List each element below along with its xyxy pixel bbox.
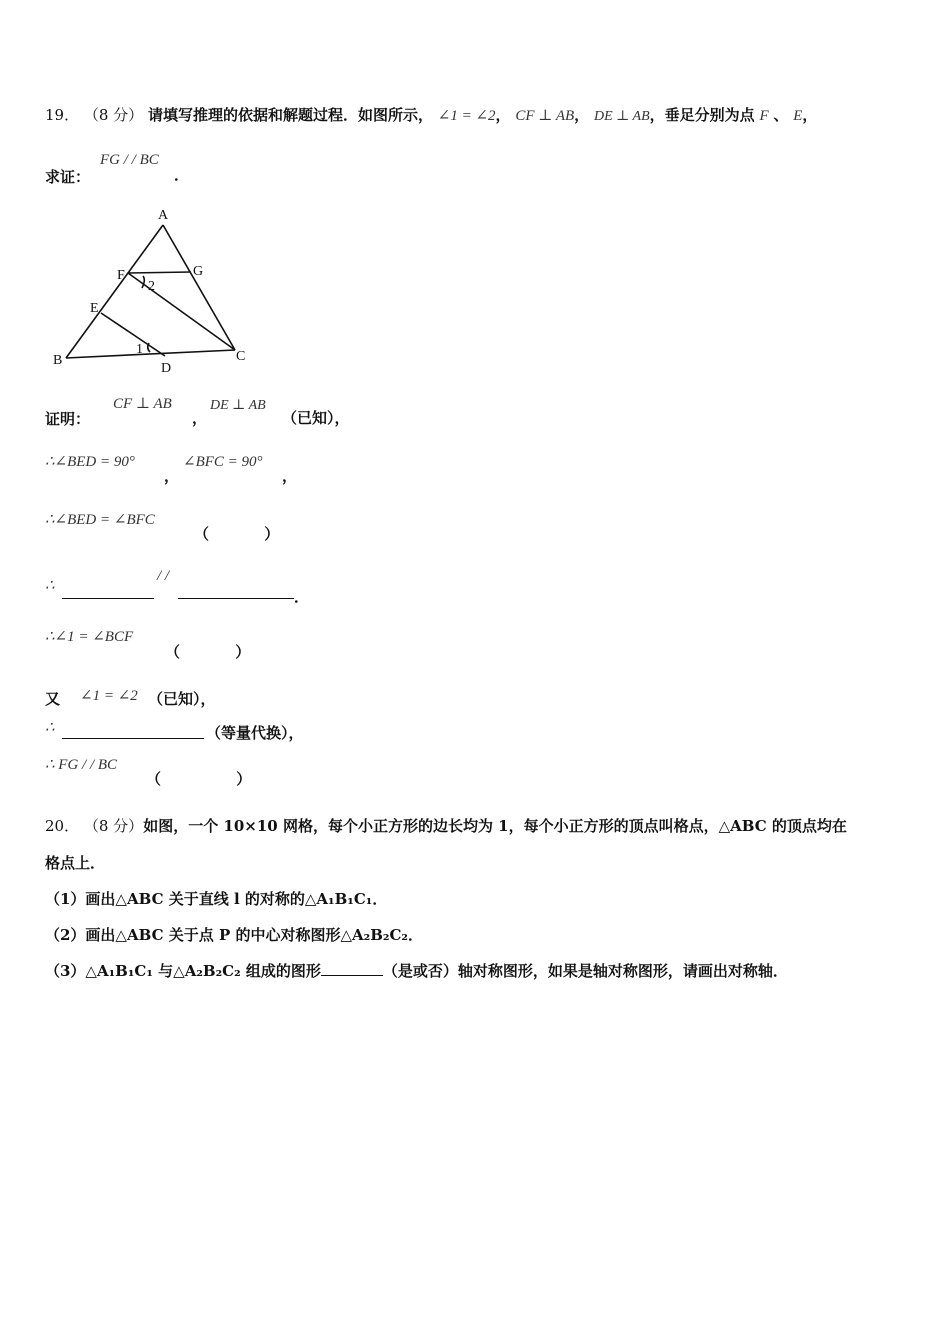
q20-part1: （1）画出△ABC 关于直线 l 的对称的△A₁B₁C₁． xyxy=(45,890,388,908)
proof-line5-expr: ∴∠1 = ∠BCF xyxy=(45,629,134,645)
label-d: D xyxy=(161,361,172,376)
prove-expression: FG / / BC xyxy=(100,152,159,168)
q20-part3-end: （是或否）轴对称图形，如果是轴对称图形，请画出对称轴． xyxy=(382,962,788,980)
label-2: 2 xyxy=(148,279,155,294)
proof-line3-expr: ∴∠BED = ∠BFC xyxy=(45,512,155,528)
angle-1-arc xyxy=(148,343,150,352)
q19-given-de: DE ⊥ AB xyxy=(593,109,650,124)
proof-line8-expr: ∴ FG / / BC xyxy=(45,757,118,773)
label-a: A xyxy=(158,208,169,223)
q20-line1 xyxy=(45,815,847,836)
label-b: B xyxy=(53,353,63,368)
comma: ， xyxy=(164,467,180,485)
proof-line1-cf: CF ⊥ AB xyxy=(113,396,172,412)
q19-point-f: F xyxy=(759,108,769,124)
q20-text-line2: 格点上． xyxy=(45,854,106,872)
proof-line8-reason-blank: （ ） xyxy=(146,770,252,788)
comma: ， xyxy=(574,106,590,124)
segment-ed xyxy=(101,313,165,356)
proof-line4-therefore: ∴ xyxy=(45,578,55,594)
proof-line4-period: ． xyxy=(294,588,310,606)
q19-given-angles: ∠1 = ∠2 xyxy=(437,108,496,124)
comma: ， xyxy=(495,106,511,124)
proof-line5-reason-blank: （ ） xyxy=(165,643,251,661)
side-bc xyxy=(66,350,235,358)
proof-line2-bfc: ∠BFC = 90° xyxy=(183,454,263,470)
comma: ， xyxy=(192,409,208,427)
proof-line1-reason: （已知）， xyxy=(282,409,350,427)
label-f: F xyxy=(117,268,125,283)
q19-score: （8 分） xyxy=(83,106,144,124)
comma: ， xyxy=(802,106,818,124)
q19-number: 19． xyxy=(45,106,80,124)
q20-score: （8 分） xyxy=(83,817,144,835)
q20-part3-blank xyxy=(321,961,383,976)
proof-line2-bed: ∴∠BED = 90° xyxy=(45,454,135,470)
angle-2-arc xyxy=(142,276,144,288)
q20-part2: （2）画出△ABC 关于点 P 的中心对称图形△A₂B₂C₂． xyxy=(45,926,423,944)
proof-line4-blank-right xyxy=(178,584,294,603)
proof-line4-blank-left xyxy=(62,584,154,603)
comma: ， xyxy=(282,467,298,485)
proof-line7-therefore: ∴ xyxy=(45,720,55,736)
proof-label: 证明： xyxy=(45,410,91,428)
q19-given-cf: CF ⊥ AB xyxy=(515,108,575,124)
proof-line4-parallel: / / xyxy=(157,568,170,584)
label-1: 1 xyxy=(136,342,143,357)
proof-line7-reason: （等量代换）， xyxy=(206,724,304,742)
proof-line1-de: DE ⊥ AB xyxy=(210,398,266,413)
label-g: G xyxy=(193,264,204,279)
q19-intro: 请填写推理的依据和解题过程．如图所示， xyxy=(147,106,433,124)
q20-text-line1: 如图，一个 10×10 网格，每个小正方形的边长均为 1，每个小正方形的顶点叫格点，△ABC 的顶点均在 xyxy=(143,817,847,835)
prove-period: ． xyxy=(174,166,190,184)
proof-line6-prefix: 又 xyxy=(45,690,61,708)
q19-tail: ，垂足分别为点 xyxy=(649,106,755,124)
side-ac xyxy=(163,225,235,350)
triangle-figure xyxy=(45,200,255,380)
proof-line6-reason: （已知）， xyxy=(148,690,216,708)
q19-point-e: E xyxy=(793,108,803,124)
proof-line6-expr: ∠1 = ∠2 xyxy=(80,688,138,704)
proof-line3-reason-blank: （ ） xyxy=(194,525,280,543)
q20-number: 20． xyxy=(45,817,80,835)
proof-line7-blank xyxy=(62,724,204,743)
segment-fg xyxy=(128,272,191,273)
separator: 、 xyxy=(773,106,789,124)
label-e: E xyxy=(90,301,99,316)
q20-part3-start: （3）△A₁B₁C₁ 与△A₂B₂C₂ 组成的图形 xyxy=(45,962,321,980)
q20-part3 xyxy=(45,960,788,981)
q19-header xyxy=(45,104,817,125)
label-c: C xyxy=(236,349,246,364)
prove-label: 求证： xyxy=(45,168,91,186)
